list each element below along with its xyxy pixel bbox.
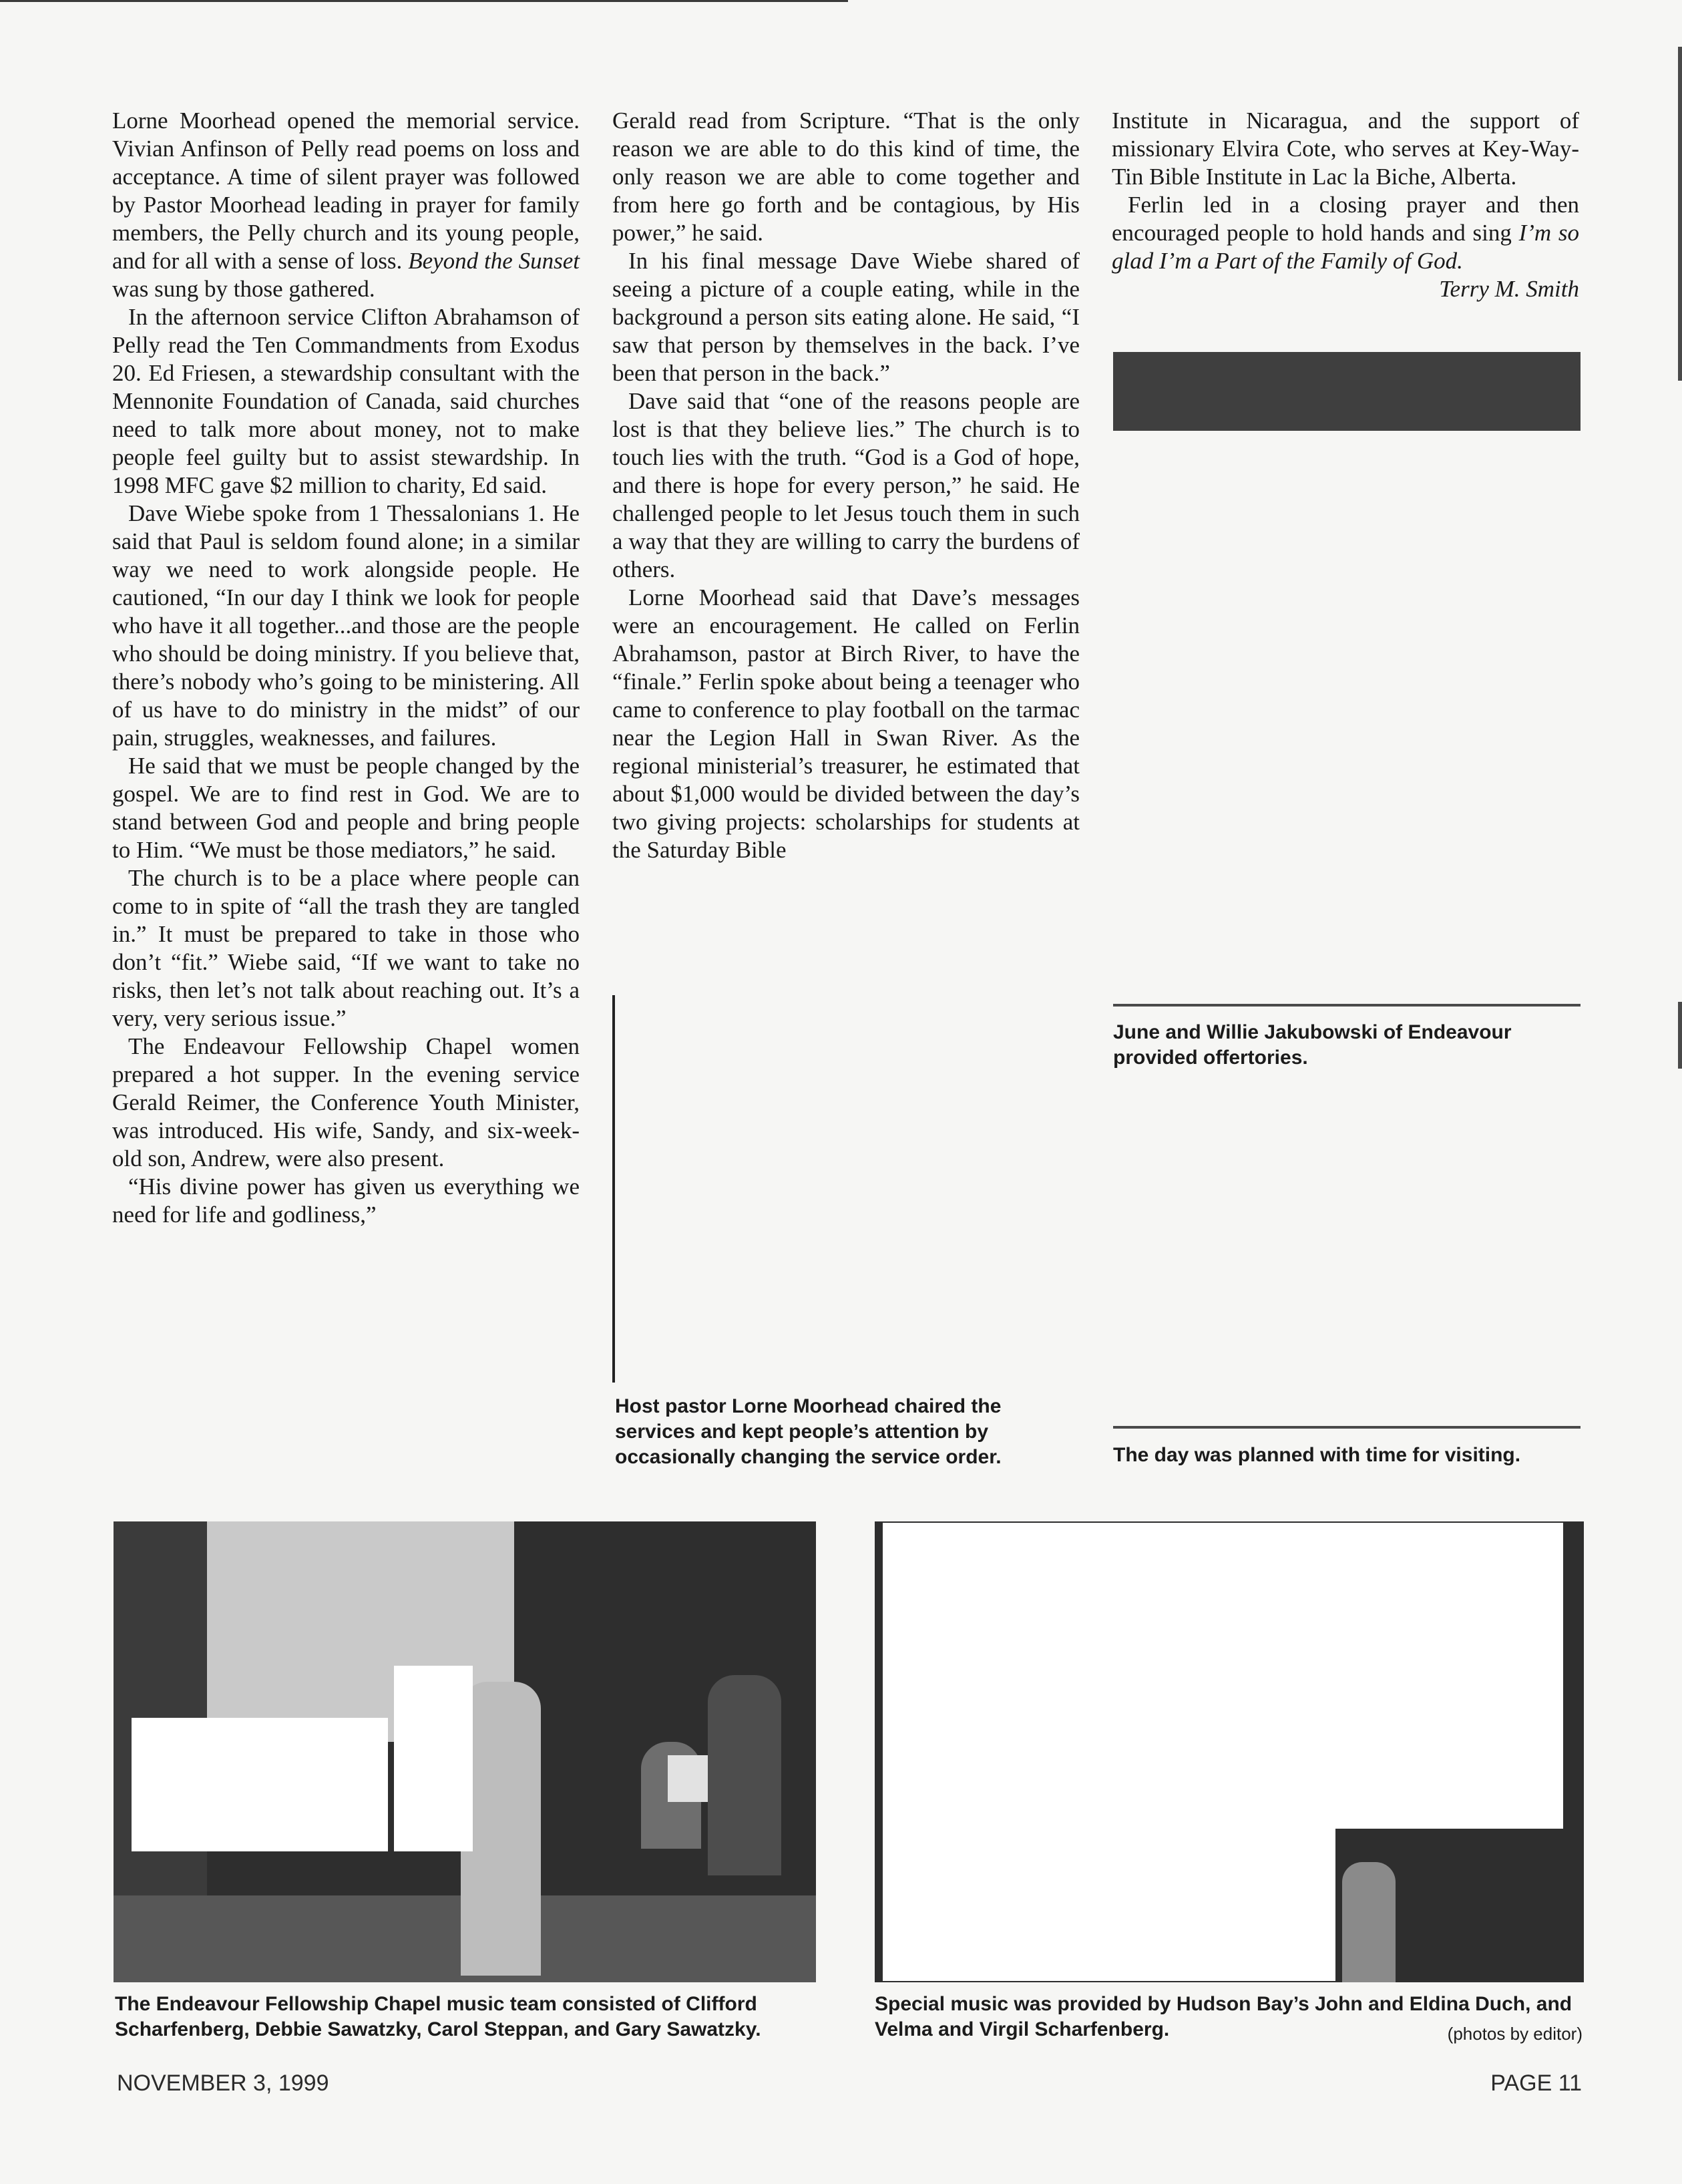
redacted-area [883, 1523, 1563, 1829]
page-edge-mark [1678, 47, 1682, 381]
paragraph: Gerald read from Scripture. “That is the only reason we are able to do this kind of time, the only reason we are able to come together and from here go forth and be contagious, by His power,” he said. [612, 108, 1080, 246]
caption-music-team: The Endeavour Fellowship Chapel music team consisted of Clifford Scharfenberg, Debbie Sawatzky, Carol Steppan, and Gary Sawatzky. [115, 1993, 761, 2040]
song-title: Beyond the Sunset [408, 248, 580, 274]
caption-jakubowski: June and Willie Jakubowski of Endeavour provided offertories. [1113, 1021, 1512, 1069]
article-column-2 [612, 107, 1080, 864]
redacted-area [883, 1829, 1335, 1981]
caption-text: Special music was provided by Hudson Bay’s John and Eldina Duch, and Velma and Virgil Scharfenberg. [875, 1993, 1572, 2040]
paragraph-text: Ferlin led in a closing prayer and then encouraged people to hold hands and sing [1112, 192, 1579, 246]
singer-figure [461, 1682, 541, 1976]
paragraph: The church is to be a place where people can come to in spite of “all the trash they are tangled in.” It must be prepared to take in those who don’t “fit.” Wiebe said, “If we want to take no risks, then let’s not talk about reaching out. It’s a very, very serious issue.” [112, 865, 580, 1031]
photo-credit: (photos by editor) [1447, 2024, 1583, 2044]
photo-border-line [612, 995, 615, 1383]
page-edge-mark [1678, 1002, 1682, 1069]
caption-moorhead: Host pastor Lorne Moorhead chaired the services and kept people’s attention by occasionally changing the service order. [615, 1395, 1002, 1468]
caption-rule [1113, 1426, 1581, 1429]
paragraph: He said that we must be people changed by the gospel. We are to find rest in God. We are to stand between God and people and bring people to Him. “We must be those mediators,” he said. [112, 753, 580, 863]
author-byline: Terry M. Smith [1439, 276, 1579, 302]
paragraph: Dave said that “one of the reasons people are lost is that they believe lies.” The church is to touch lies with the truth. “God is a God of hope, and there is hope for every person,” he said. He challenged people to let Jesus touch them in such a way that they are willing to carry the burdens of others. [612, 388, 1080, 582]
paragraph: “His divine power has given us everything we need for life and godliness,” [112, 1173, 580, 1228]
guitarist-figure [708, 1675, 781, 1875]
photo-jakubowski [1113, 352, 1581, 431]
paragraph [112, 107, 580, 303]
redacted-area [394, 1666, 473, 1851]
page-number: PAGE 11 [1490, 2070, 1582, 2096]
song-title: I’m so glad I’m a Part of the Family of God. [1112, 220, 1579, 274]
paragraph: Institute in Nicaragua, and the support of missionary Elvira Cote, who serves at Key-Way-Tin Bible Institute in Lac la Biche, Alberta. [1112, 108, 1579, 190]
caption-visiting: The day was planned with time for visiting. [1113, 1444, 1521, 1466]
redacted-area [132, 1718, 388, 1851]
article-column-3 [1112, 107, 1579, 303]
article-column-1 [112, 107, 580, 1229]
performer-figure [1342, 1862, 1396, 1982]
paragraph: Dave Wiebe spoke from 1 Thessalonians 1. He said that Paul is seldom found alone; in a similar way we need to work alongside people. He cautioned, “In our day I think we look for people who have it all together...and those are the people who should be doing ministry. If you believe that, there’s nobody who’s going to be ministering. All of us have to do ministry in the midst” of our pain, struggles, weaknesses, and failures. [112, 500, 580, 751]
top-rule [0, 0, 848, 2]
paragraph [1112, 191, 1579, 275]
caption-special-music [875, 1992, 1583, 2046]
paragraph-text: was sung by those gathered. [112, 276, 375, 302]
paragraph: Lorne Moorhead said that Dave’s messages were an encouragement. He called on Ferlin Abrahamson, pastor at Birch River, to have the “finale.” Ferlin spoke about being a teenager who came to conference to play football on the tarmac near the Legion Hall in Swan River. As the regional ministerial’s treasurer, he estimated that about $1,000 would be divided between the day’s two giving projects: scholarships for students at the Saturday Bible [612, 584, 1080, 863]
paragraph-text: Lorne Moorhead opened the memorial service. Vivian Anfinson of Pelly read poems on loss and acceptance. A time of silent prayer was followed by Pastor Moorhead leading in prayer for family members, the Pelly church and its young people, and for all with a sense of loss. [112, 108, 580, 274]
issue-date: NOVEMBER 3, 1999 [117, 2070, 329, 2096]
paragraph: In the afternoon service Clifton Abrahamson of Pelly read the Ten Commandments from Exodus 20. Ed Friesen, a stewardship consultant with the Mennonite Foundation of Canada, said churches need to talk more about money, not to make people feel guilty but to assist stewardship. In 1998 MFC gave $2 million to charity, Ed said. [112, 304, 580, 498]
paragraph: In his final message Dave Wiebe shared of seeing a picture of a couple eating, while in the background a person sits eating alone. He said, “I saw that person by themselves in the back. I’ve been that person in the back.” [612, 248, 1080, 386]
paragraph: The Endeavour Fellowship Chapel women prepared a hot supper. In the evening service Gerald Reimer, the Conference Youth Minister, was introduced. His wife, Sandy, and six-week-old son, Andrew, were also present. [112, 1033, 580, 1171]
caption-rule [1113, 1004, 1581, 1007]
